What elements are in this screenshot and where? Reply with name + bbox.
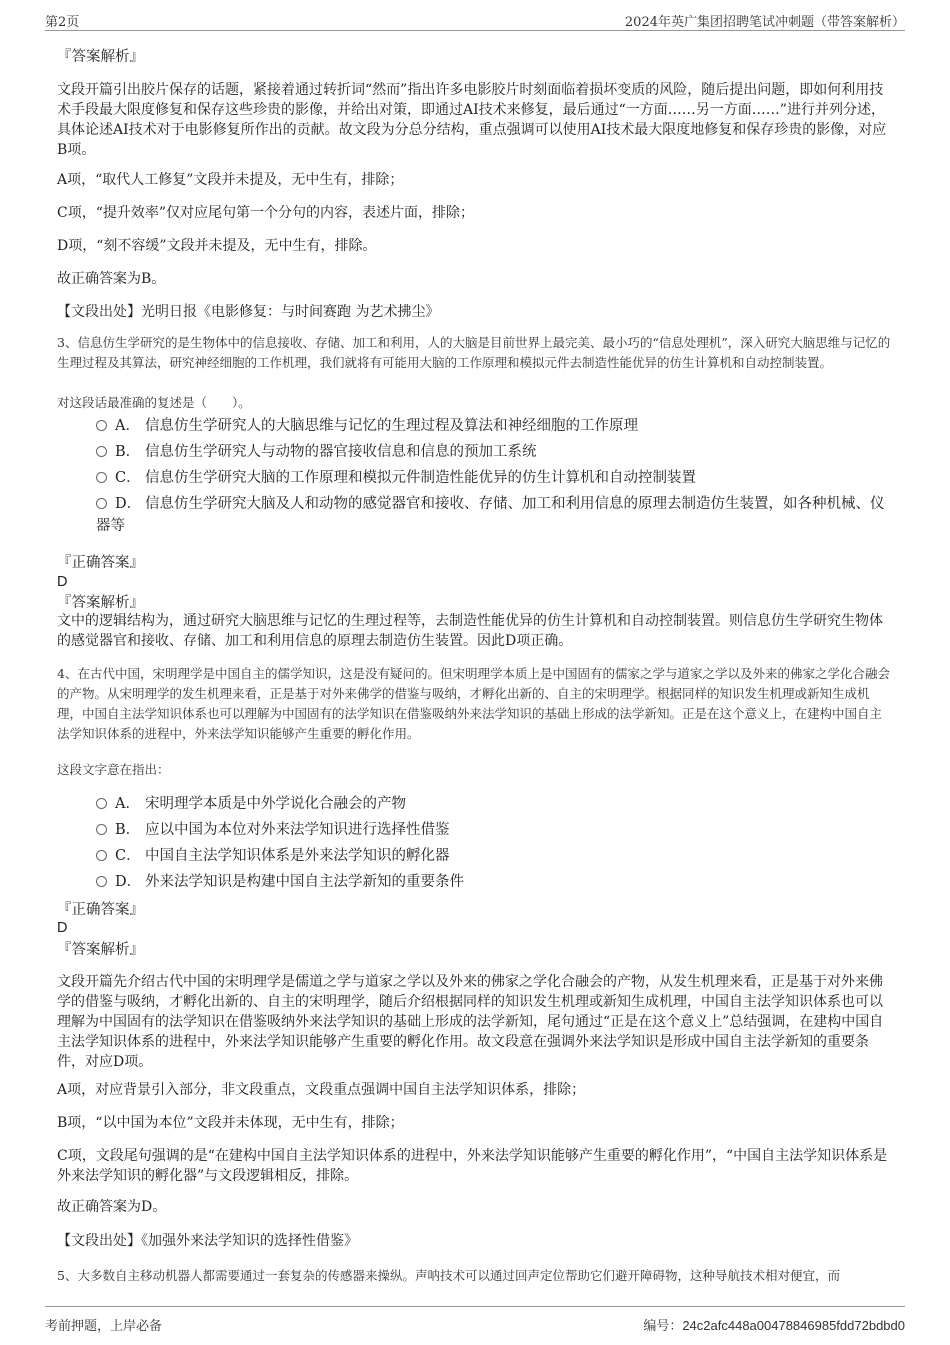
q3-option-b[interactable]: B． 信息仿生学研究人与动物的器官接收信息和信息的预加工系统 (96, 441, 886, 463)
q4-answer-label: 『正确答案』 (57, 902, 144, 918)
q4-option-b-analysis: B项，“以中国为本位”文段并未体现，无中生有，排除； (57, 1115, 404, 1131)
q2-option-d-analysis: D项，“刻不容缓”文段并未提及，无中生有，排除。 (57, 238, 377, 254)
q4-analysis-label: 『答案解析』 (57, 942, 144, 958)
radio-icon[interactable] (96, 798, 107, 809)
q3-option-c[interactable]: C． 信息仿生学研究大脑的工作原理和模拟元件制造性能优异的仿生计算机和自动控制装置 (96, 467, 886, 489)
document-id: 编号：24c2afc448a00478846985fdd72bdbd0 (643, 1318, 905, 1333)
q2-analysis: 文段开篇引出胶片保存的话题，紧接着通过转折词“然而”指出许多电影胶片时刻面临着损坏变质的风险，随后提出问题，即如何利用技术手段最大限度修复和保存这些珍贵的影像，并给出对策，即通过AI技术来修复，最后通过“一方面……另一方面……”进行并列分述，具体论述AI技术对于电影修复所作出的贡献。故文段为分总分结构，重点强调可以使用AI技术最大限度地修复和保存珍贵的影像，对应B项。 (57, 82, 887, 158)
q2-conclusion: 故正确答案为B。 (57, 271, 166, 287)
q3-answer-label: 『正确答案』 (57, 555, 144, 571)
q4-option-c-analysis: C项，文段尾句强调的是“在建构中国自主法学知识体系的进程中，外来法学知识能够产生重要的孵化作用”，“中国自主法学知识体系是外来法学知识的孵化器”与文段逻辑相反，排除。 (57, 1148, 888, 1184)
page-number: 第2页 (45, 15, 80, 30)
q4-option-c[interactable]: C． 中国自主法学知识体系是外来法学知识的孵化器 (96, 845, 886, 867)
q4-answer: D (57, 920, 68, 936)
radio-icon[interactable] (96, 850, 107, 861)
q3-analysis: 文中的逻辑结构为，通过研究大脑思维与记忆的生理过程等，去制造性能优异的仿生计算机和自动控制装置。则信息仿生学研究生物体的感觉器官和接收、存储、加工和利用信息的原理去制造仿生装置。因此D项正确。 (57, 613, 883, 649)
page-header (45, 8, 905, 31)
q4-option-a[interactable]: A． 宋明理学本质是中外学说化合融会的产物 (96, 793, 886, 815)
radio-icon[interactable] (96, 876, 107, 887)
q4-option-d[interactable]: D． 外来法学知识是构建中国自主法学新知的重要条件 (96, 871, 886, 893)
q3-option-a[interactable]: A． 信息仿生学研究人的大脑思维与记忆的生理过程及算法和神经细胞的工作原理 (96, 415, 886, 437)
q3-question: 对这段话最准确的复述是（ ）。 (57, 395, 251, 410)
radio-icon[interactable] (96, 446, 107, 457)
q5-stem: 5、大多数自主移动机器人都需要通过一套复杂的传感器来操纵。声呐技术可以通过回声定位帮助它们避开障碍物，这种导航技术相对便宜，而 (57, 1268, 840, 1283)
document-title: 2024年英广集团招聘笔试冲刺题（带答案解析） (624, 15, 905, 30)
q2-option-c-analysis: C项，“提升效率”仅对应尾句第一个分句的内容，表述片面，排除； (57, 205, 475, 221)
q4-option-b[interactable]: B． 应以中国为本位对外来法学知识进行选择性借鉴 (96, 819, 886, 841)
radio-icon[interactable] (96, 824, 107, 835)
radio-icon[interactable] (96, 472, 107, 483)
q2-option-a-analysis: A项，“取代人工修复”文段并未提及，无中生有，排除； (57, 172, 404, 188)
q4-analysis: 文段开篇先介绍古代中国的宋明理学是儒道之学与道家之学以及外来的佛家之学化合融会的产物，从发生机理来看，正是基于对外来佛学的借鉴与吸纳，才孵化出新的、自主的宋明理学，随后介绍根据同样的知识发生机理或新知生成机理，中国自主法学知识体系也可以理解为中国固有的法学知识在借鉴吸纳外来法学知识的基础上形成的法学新知，尾句通过“正是在这个意义上”总结强调，在建构中国自主法学知识体系的进程中，外来法学知识能够产生重要的孵化作用。故文段意在强调外来法学知识是形成中国自主法学新知的重要条件，对应D项。 (57, 974, 884, 1070)
q4-source: 【文段出处】《加强外来法学知识的选择性借鉴》 (57, 1233, 358, 1249)
q3-option-d[interactable]: D． 信息仿生学研究大脑及人和动物的感觉器官和接收、存储、加工和利用信息的原理去制造仿生装置，如各种机械、仪器等 (96, 496, 885, 534)
q4-conclusion: 故正确答案为D。 (57, 1199, 167, 1215)
radio-icon[interactable] (96, 420, 107, 431)
q4-option-a-analysis: A项，对应背景引入部分，非文段重点，文段重点强调中国自主法学知识体系，排除； (57, 1082, 586, 1098)
footer-slogan: 考前押题，上岸必备 (45, 1319, 163, 1334)
q3-answer: D (57, 574, 68, 590)
q3-analysis-label: 『答案解析』 (57, 595, 144, 611)
q3-stem: 3、信息仿生学研究的是生物体中的信息接收、存储、加工和利用，人的大脑是目前世界上最完美、最小巧的“信息处理机”，深入研究大脑思维与记忆的生理过程及其算法，研究神经细胞的工作机理，我们就将有可能用大脑的工作原理和模拟元件去制造性能优异的仿生计算机和自动控制装置。 (57, 335, 891, 370)
q2-source: 【文段出处】光明日报《电影修复：与时间赛跑 为艺术拂尘》 (57, 304, 440, 320)
q2-analysis-label: 『答案解析』 (57, 49, 144, 65)
radio-icon[interactable] (96, 498, 107, 509)
q4-stem: 4、在古代中国，宋明理学是中国自主的儒学知识，这是没有疑问的。但宋明理学本质上是中国固有的儒家之学与道家之学以及外来的佛家之学化合融会的产物。从宋明理学的发生机理来看，正是基于对外来佛学的借鉴与吸纳，才孵化出新的、自主的宋明理学。根据同样的知识发生机理或新知生成机理，中国自主法学知识体系也可以理解为中国固有的法学知识在借鉴吸纳外来法学知识的基础上形成的法学新知。正是在这个意义上，在建构中国自主法学知识体系的进程中，外来法学知识能够产生重要的孵化作用。 (57, 666, 890, 741)
q4-question: 这段文字意在指出： (57, 762, 170, 777)
page-footer (45, 1306, 905, 1335)
